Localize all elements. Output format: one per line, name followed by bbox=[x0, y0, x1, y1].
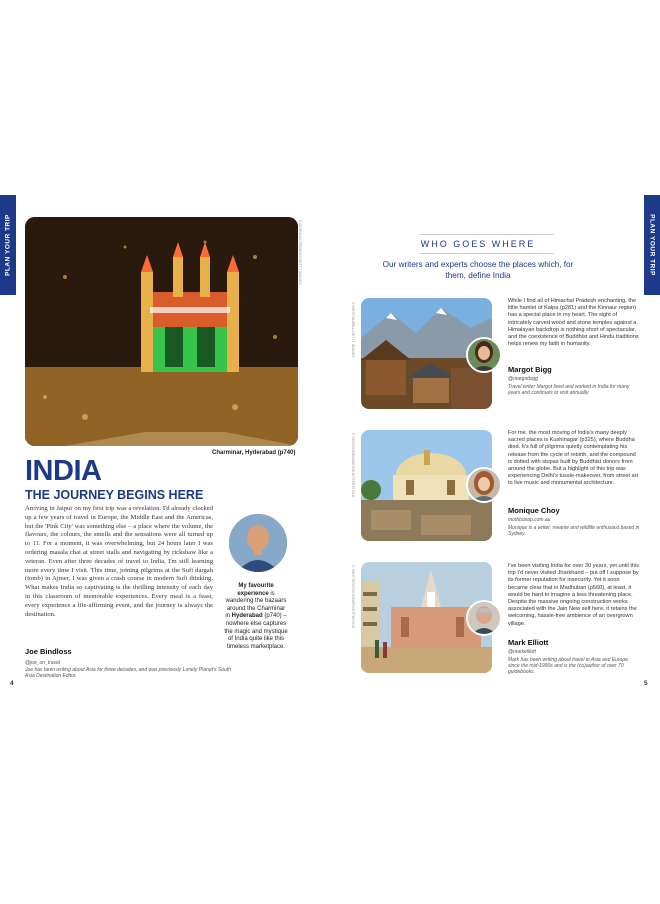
author-name: Joe Bindloss bbox=[25, 647, 72, 656]
divider bbox=[420, 234, 554, 235]
entry-author-bio: Mark has been writing about travel in Asia and Europe since the mid-1990s and is the (co)author of over 70 guidebooks. bbox=[508, 657, 628, 676]
charminar-photo bbox=[25, 217, 298, 446]
favourite-experience bbox=[224, 583, 288, 651]
who-goes-where-heading: WHO GOES WHERE bbox=[420, 239, 536, 249]
photo-credit: © DOUGLAS PEEBLES/GETTY IMAGES bbox=[298, 220, 302, 285]
photo-credit: © SHUTTERSTOCK/DEPOSITPHOTOS bbox=[351, 565, 355, 629]
tab-label: PLAN YOUR TRIP bbox=[4, 214, 12, 276]
plan-your-trip-tab-right bbox=[644, 195, 660, 295]
favourite-text-2: (p740) – nowhere else captures the magic and mystique of India quite like this timeless marketplace. bbox=[224, 613, 288, 650]
photo-credit: © SKATONEEMAGES/SHUTTERSTOCK bbox=[351, 433, 355, 498]
author-bio: Joe has been writing about Asia for three decades, and was previously Lonely Planet's South Asia Destination Editor. bbox=[25, 667, 231, 679]
intro-paragraph: Arriving in Jaipur on my first trip was a revelation. I'd already clocked up a few years of travel in Europe, the Middle East and the Americas, but the 'Pink City' was something else – a place where the volume, the flavours, the colours, the smells and the sensations were all turned up to 11. For a moment, it was overwhelming, but 24 hours later I was ordering masala chai at street stalls and navigating by rickshaw like a veteran. Even after three decades of travel to India, I'm still learning more every time I visit. This time, joining pilgrims at the Sufi dargah (tomb) in Ajmer, I was given a crash course in modern Sufi thinking. What makes India so captivating is the thrilling intensity of each day in this classroom of memorable experiences. Every meal is a feast, every experience a life-affirming event, and the journey is always the destination. bbox=[25, 505, 213, 618]
favourite-text-1: is wandering the bazaars around the Charminar in bbox=[225, 590, 287, 620]
page-subtitle: THE JOURNEY BEGINS HERE bbox=[25, 488, 204, 502]
page-number-left: 4 bbox=[10, 680, 14, 687]
entry-author-bio: Travel writer Margot lived and worked in India for many years and continues to visit annually. bbox=[508, 384, 630, 397]
entry-author-handle: mothboxap.com.au bbox=[508, 517, 551, 523]
entry-author-name: Monique Choy bbox=[508, 506, 560, 515]
favourite-place: Hyderabad bbox=[231, 613, 263, 620]
favourite-heading: My favourite experience bbox=[237, 583, 274, 597]
entry-author-handle: @markelliott bbox=[508, 649, 536, 655]
entry-author-name: Margot Bigg bbox=[508, 365, 552, 374]
monique-choy-portrait bbox=[466, 467, 502, 503]
entry-author-bio: Monique is a writer, meanie and wildlife enthusiast based in Sydney. bbox=[508, 525, 640, 538]
entry-text: For me, the most moving of India's many deeply sacred places is Kushinagar (p325), where Buddha died. It's full of pilgrims quietly contemplating his release from the cycle of rebirth, and the compound is dotted with stupas built by Buddhist donors from around the globe. But a highlight of this trip was experiencing Delhi's tussle-makeover, from street art to live music and monumental architecture. bbox=[508, 430, 639, 487]
photo-caption: Charminar, Hyderabad (p740) bbox=[212, 450, 296, 456]
author-portrait bbox=[227, 512, 289, 574]
page-number-right: 5 bbox=[644, 680, 648, 687]
photo-credit: © KRISTIANBELL/GETTY IMAGES bbox=[351, 302, 355, 358]
entry-author-name: Mark Elliott bbox=[508, 638, 549, 647]
entry-text: I've been visiting India for over 30 years, yet until this trip I'd never visited Jharkhand – put off I suppose by its former reputation for insecurity. Yet it soon became clear that in Madhuban (p560), at least, it would be hard to imagine a less threatening place. Despite the massive ongoing construction works associated with the Jain New self here, it retains the welcoming, hassle-free ambience of an overgrown village. bbox=[508, 563, 640, 627]
who-goes-where-subheading: Our writers and experts choose the places which, for them, define India bbox=[382, 260, 574, 280]
mark-elliott-portrait bbox=[466, 600, 502, 636]
entry-text: While I find all of Himachal Pradesh enchanting, the little hamlet of Kalpa (p281) and the Kinnaur region) has a special place in my heart. The sight of intricately carved wood and stone temples against a Himalayan backdrop is nothing short of spectacular, and the coexistence of Buddhist and Hindu traditions helps renew my faith in humanity. bbox=[508, 298, 639, 348]
page-title: INDIA bbox=[25, 455, 102, 487]
entry-author-handle: @margotbigg bbox=[508, 376, 539, 382]
margot-bigg-portrait bbox=[466, 337, 502, 373]
author-handle: @joe_on_travel bbox=[25, 660, 61, 666]
divider bbox=[420, 253, 554, 254]
plan-your-trip-tab-left bbox=[0, 195, 16, 295]
tab-label: PLAN YOUR TRIP bbox=[648, 214, 656, 276]
